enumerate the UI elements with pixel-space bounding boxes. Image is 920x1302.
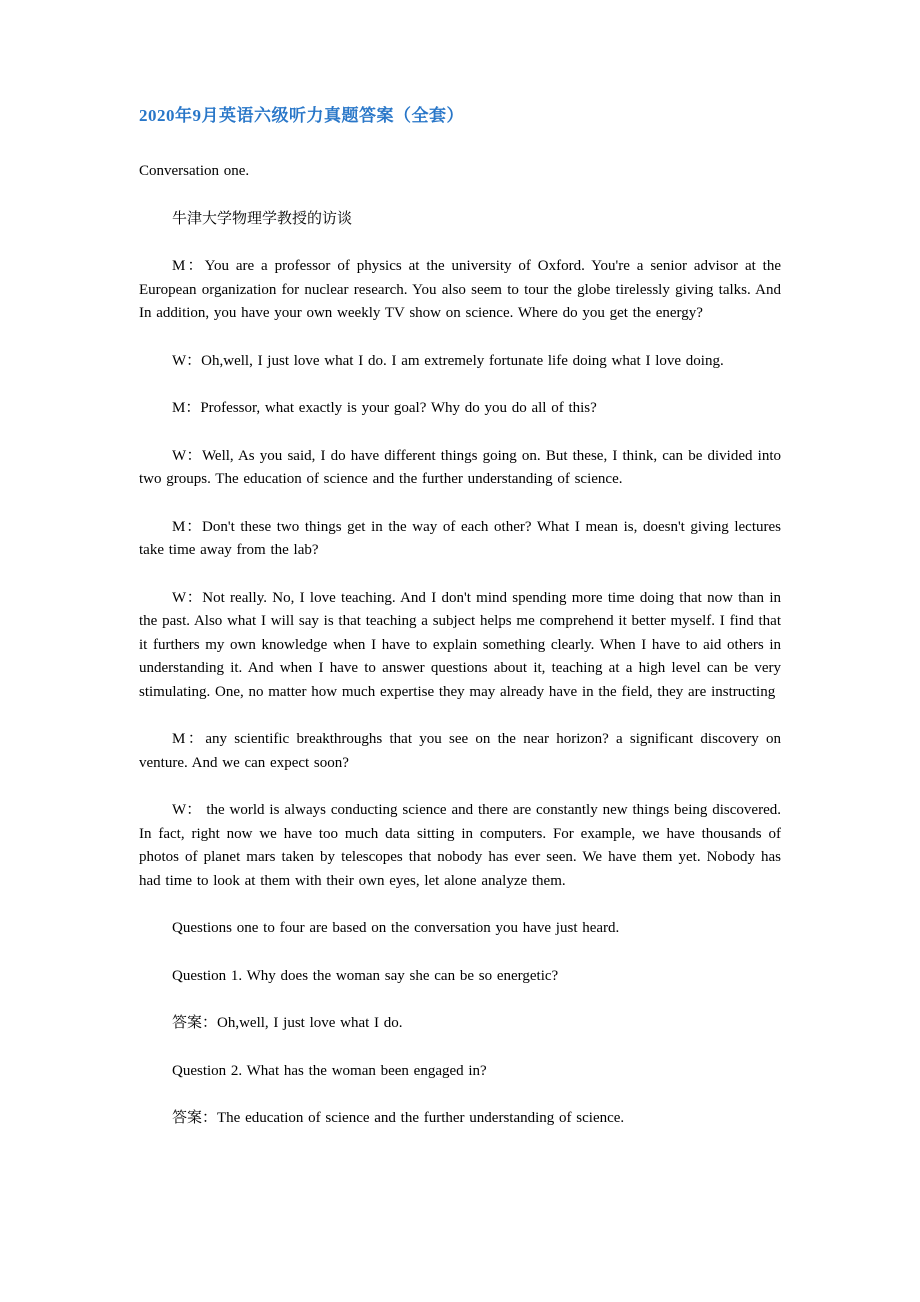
paragraph: Questions one to four are based on the conversation you have just heard. bbox=[172, 920, 620, 936]
paragraph: 牛津大学物理学教授的访谈 bbox=[172, 210, 353, 227]
paragraph: W：Oh,well, I just love what I do. I am extremely fortunate life doing what I love doing. bbox=[172, 352, 724, 369]
paragraph: M：Don't these two things get in the way of each other? What I mean is, doesn't giving lectures take time away from the lab? bbox=[139, 518, 781, 558]
paragraph: Question 2. What has the woman been engaged in? bbox=[172, 1062, 487, 1079]
paragraph: 答案：Oh,well, I just love what I do. bbox=[172, 1015, 403, 1031]
paragraph: W：Well, As you said, I do have different things going on. But these, I think, can be divided into two groups. The education of science and the further understanding of science. bbox=[139, 447, 781, 487]
paragraph: M：any scientific breakthroughs that you see on the near horizon? a significant discovery on venture. And we can expect soon? bbox=[139, 731, 781, 771]
paragraph: 答案：The education of science and the further understanding of science. bbox=[172, 1110, 625, 1126]
paragraph: M：Professor, what exactly is your goal? Why do you do all of this? bbox=[172, 400, 597, 416]
document-body bbox=[139, 160, 781, 1131]
document-title: 2020年9月英语六级听力真题答案（全套） bbox=[139, 106, 464, 125]
paragraph: Question 1. Why does the woman say she can be so energetic? bbox=[172, 967, 559, 984]
paragraph: Conversation one. bbox=[139, 163, 250, 179]
paragraph: W：Not really. No, I love teaching. And I don't mind spending more time doing that now than in the past. Also what I will say is that teaching a subject helps me comprehend it better myself. I find that it furthers my own knowledge when I have to explain something clearly. When I have to aid others in understanding it. And when I have to answer questions about it, teaching at a high level can be very stimulating. One, no matter how much expertise they may already have in the field, they are instructing bbox=[139, 589, 781, 700]
paragraph: M：You are a professor of physics at the university of Oxford. You're a senior advisor at the European organization for nuclear research. You also seem to tour the globe tirelessly giving talks. And In addition, you have your own weekly TV show on science. Where do you get the energy? bbox=[139, 258, 781, 321]
paragraph: W： the world is always conducting science and there are constantly new things being discovered. In fact, right now we have too much data sitting in computers. For example, we have thousands of photos of planet mars taken by telescopes that nobody has ever seen. We have them yet. Nobody has had time to look at them with their own eyes, let alone analyze them. bbox=[139, 802, 781, 889]
